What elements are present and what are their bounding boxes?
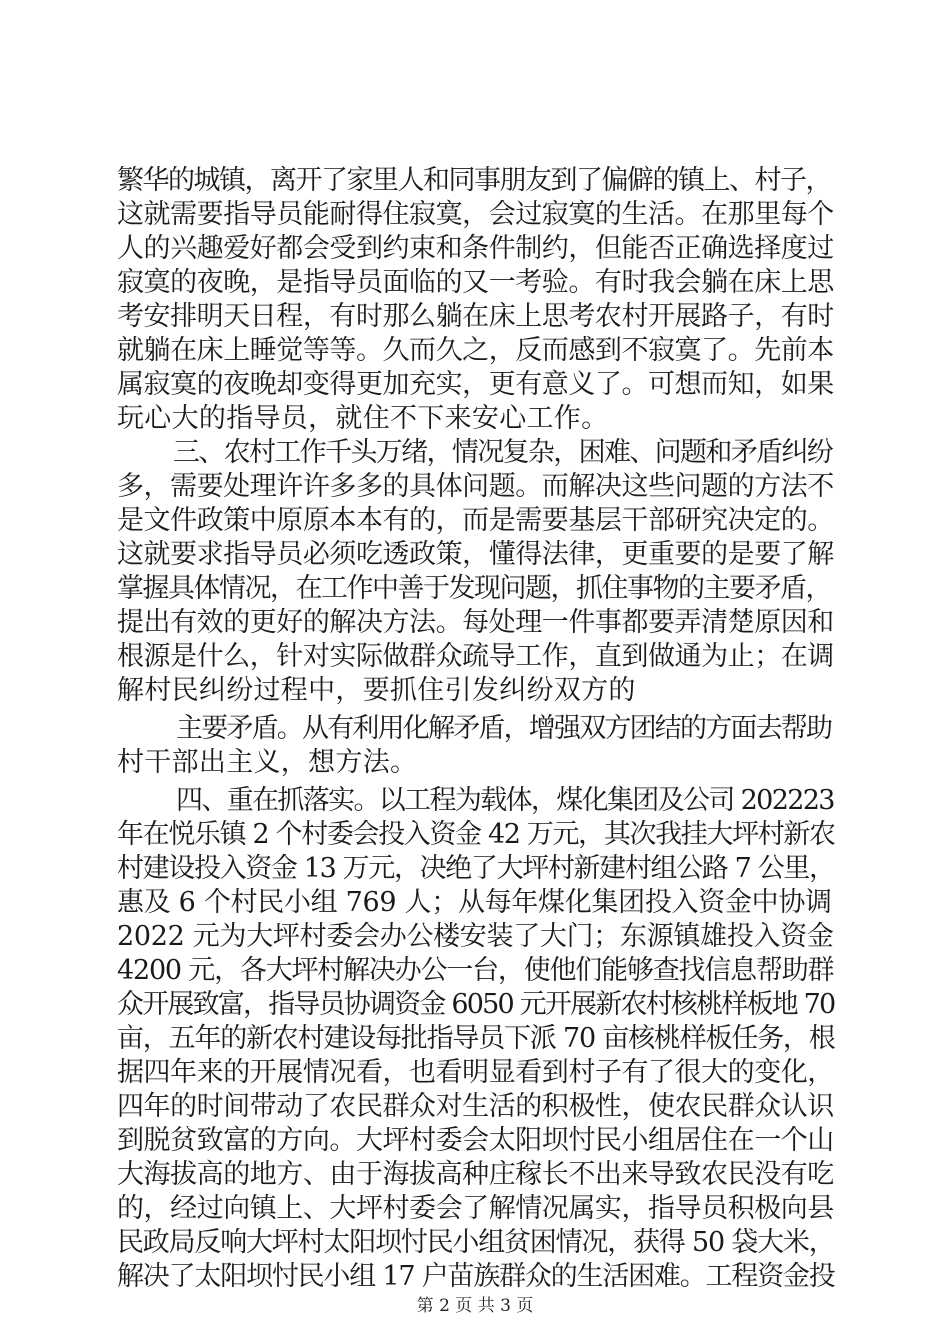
text-line: 年在悦乐镇 2 个村委会投入资金 42 万元，其次我挂大坪村新农 [117,819,835,850]
paragraph-start: 三、农村工作千头万绪，情况复杂，困难、问题和矛盾纠纷 [173,437,833,468]
text-line: 玩心大的指导员，就住不下来安心工作。 [117,403,609,434]
text-line: 属寂寞的夜晚却变得更加充实，更有意义了。可想而知，如果 [117,369,834,400]
text-line: 考安排明天日程，有时那么躺在床上思考农村开展路子，有时 [117,301,834,332]
text-line: 这就要求指导员必须吃透政策，懂得法律，更重要的是要了解 [117,539,834,570]
text-line: 提出有效的更好的解决方法。每处理一件事都要弄清楚原因和 [117,607,834,638]
text-line: 解村民纠纷过程中，要抓住引发纠纷双方的 [117,675,636,706]
text-line: 就躺在床上睡觉等等。久而久之，反而感到不寂寞了。先前本 [117,335,834,366]
text-line: 亩，五年的新农村建设每批指导员下派 70 亩核桃样板任务，根 [117,1023,835,1054]
text-line: 根源是什么，针对实际做群众疏导工作，直到做通为止；在调 [117,641,834,672]
text-line: 民政局反响大坪村太阳坝忖民小组贫困情况，获得 50 袋大米， [117,1227,835,1258]
page-number-footer: 第 2 页 共 3 页 [416,1296,534,1316]
paragraph-start: 主要矛盾。从有利用化解矛盾，增强双方团结的方面去帮助 [176,713,832,744]
text-line: 多，需要处理许许多多的具体问题。而解决这些问题的方法不 [117,471,834,502]
paragraph-start: 四、重在抓落实。以工程为载体，煤化集团及公司 202223 [176,785,834,816]
text-line: 寂寞的夜晚，是指导员面临的又一考验。有时我会躺在床上思 [117,267,834,298]
text-line: 四年的时间带动了农民群众对生活的积极性，使农民群众认识 [117,1091,834,1122]
text-line: 人的兴趣爱好都会受到约束和条件制约，但能否正确选择度过 [117,233,834,264]
text-line: 掌握具体情况，在工作中善于发现问题，抓住事物的主要矛盾， [117,573,831,604]
text-line: 到脱贫致富的方向。大坪村委会太阳坝忖民小组居住在一个山 [117,1125,834,1156]
text-line: 大海拔高的地方、由于海拔高种庄稼长不出来导致农民没有吃 [117,1159,834,1190]
text-line: 解决了太阳坝忖民小组 17 户苗族群众的生活困难。工程资金投 [117,1261,835,1292]
text-line: 惠及 6 个村民小组 769 人；从每年煤化集团投入资金中协调 [117,887,832,918]
text-line: 的，经过向镇上、大坪村委会了解情况属实，指导员积极向县 [117,1193,834,1224]
text-line: 4200 元，各大坪村解决办公一台，使他们能够查找信息帮助群 [117,955,834,986]
text-line: 众开展致富，指导员协调资金 6050 元开展新农村核桃样板地 70 [117,989,835,1020]
text-line: 这就需要指导员能耐得住寂寞，会过寂寞的生活。在那里每个 [117,199,834,230]
text-line: 是文件政策中原原本本有的，而是需要基层干部研究决定的。 [117,505,834,536]
text-line: 村干部出主义，想方法。 [117,747,418,778]
text-line: 繁华的城镇，离开了家里人和同事朋友到了偏僻的镇上、村子， [117,165,831,196]
text-line: 2022 元为大坪村委会办公楼安装了大门；东源镇雄投入资金 [117,921,834,952]
text-line: 据四年来的开展情况看，也看明显看到村子有了很大的变化， [117,1057,834,1088]
text-line: 村建设投入资金 13 万元，决绝了大坪村新建村组公路 7 公里， [117,853,835,884]
